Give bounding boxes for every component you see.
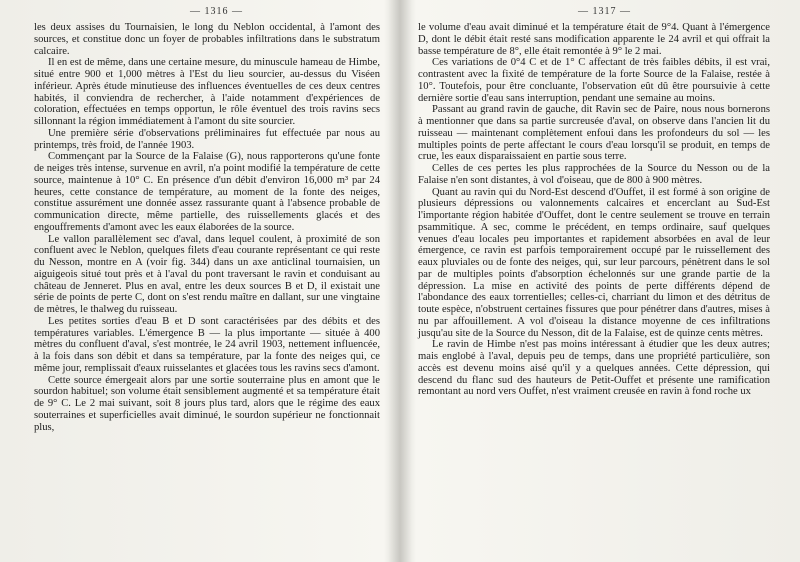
paragraph: Celles de ces pertes les plus rapprochées de la Source du Nesson ou de la Falaise n'en sont distantes, à vol d'oiseau, que de 800 à 900 mètres. [418,163,770,186]
paragraph: Une première série d'observations préliminaires fut effectuée par nous au printemps, très froid, de l'année 1903. [34,127,380,151]
paragraph: Cette source émergeait alors par une sortie souterraine plus en amont que le sourdon habituel; son volume était sensiblement augmenté et sa température était de 9° C. Le 2 mai suivant, soit 8 jours plus tard, alors que le régime des eaux souterraines et superficielles avait diminué, le sourdon supérieur ne fonctionnait plus, [34,374,380,433]
paragraph: les deux assises du Tournaisien, le long du Neblon occidental, à l'amont des sources, et constitue donc un foyer de probables infiltrations dans le substratum calcaire. [34,22,380,57]
paragraph: Le ravin de Himbe n'est pas moins intéressant à étudier que les deux autres; mais englobé à l'aval, depuis peu de temps, dans une propriété particulière, son accès est devenu moins aisé qu'il y a quelques années. Cette dépression, qui descend du flanc sud des hauteurs de Petit-Ouffet et présente une ramification remontant au nord vers Ouffet, n'est vraiment creusée en ravin à fond roche ux [418,339,770,398]
left-text-column [34,22,380,433]
paragraph: Les petites sorties d'eau B et D sont caractérisées par des débits et des températures variables. L'émergence B — la plus importante — située à 400 mètres du confluent d'aval, s'est montrée, le 24 avril 1903, nettement influencée, à la fois dans son débit et dans sa température, par la fonte des neiges qui, ce même jour, remplissait d'eaux ruisselantes et glacées tous les ravins secs d'amont. [34,315,380,374]
paragraph: Il en est de même, dans une certaine mesure, du minuscule hameau de Himbe, situé entre 900 et 1,000 mètres à l'Est du lieu sourcier, au-dessus du Viséen inférieur. Après étude minutieuse des influences éventuelles de ces deux centres habités, il conviendra de rechercher, à l'aide notamment d'expériences de coloration, effectuées en temps opportun, le rôle éventuel des trois ravins secs sillonnant la région immédiatement à l'amont du site sourcier. [34,57,380,127]
paragraph: Quant au ravin qui du Nord-Est descend d'Ouffet, il est formé à son origine de plusieurs dépressions ou valonnements calcaires et encerclant au Sud-Est l'importante région habitée d'Ouffet, dont le centre seulement se trouve en terrain psammitique. A sec, comme le précédent, en temps ordinaire, sauf quelques venues d'eau locales peu importantes et rapidement absorbées en aval de leur émergence, ce ravin est parfois temporairement occupé par le ruissellement des eaux pluviales ou de fonte des neiges, qui, sur leur parcours, pénètrent dans le sol par de multiples points d'absorption échelonnés sur une grande partie de la dépression. La mise en activité des points de perte différents dépend de l'abondance des eaux torrentielles; celles-ci, charriant du limon et des détritus de toute espèce, n'obstruent certaines fissures que pour pénétrer dans d'autres, mises à nu par affouillement. A vol d'oiseau la distance moyenne de ces infiltrations jusqu'au site de la Source du Nesson, dit de la Falaise, est de quinze cents mètres. [418,186,770,339]
paragraph: Passant au grand ravin de gauche, dit Ravin sec de Paire, nous nous bornerons à mentionner que dans sa partie surcreusée d'aval, on observe dans l'ancien lit du ruisseau — maintenant complètement enfoui dans les profondeurs du sol — les multiples points de perte affectant le cours d'eau lorsqu'il se produit, en temps de crue, les eaux disparaissaient en partie sous terre. [418,104,770,163]
paragraph: le volume d'eau avait diminué et la température était de 9°4. Quant à l'émergence D, dont le débit était resté sans modification apparente le 24 avril et qui offrait la basse température de 8°, elle était remontée à 9° le 2 mai. [418,22,770,57]
page-number-left: — 1316 — [190,6,243,17]
paragraph: Le vallon parallèlement sec d'aval, dans lequel coulent, à proximité de son confluent avec le Neblon, quelques filets d'eau courante représentant ce qui reste du Nesson, montre en A (voir fig. 344) dans un axe anticlinal tournaisien, un aiguigeois situé tout près et à l'aval du pont traversant le ravin et conduisant au château de Jenneret. Plus en aval, entre les deux sources B et D, il existait une série de points de perte C, dont on s'est rendu maître en dallant, sur une vingtaine de mètres, le thalweg du ruisseau. [34,233,380,315]
right-text-column [418,22,770,398]
paragraph: Ces variations de 0°4 C et de 1° C affectant de très faibles débits, il est vrai, contrastent avec la fixité de température de la forte Source de la Falaise, restée à 10°. Toutefois, pour être concluante, l'observation eût dû être poursuivie à cette dernière sortie d'eau sans interruption, pendant une semaine au moins. [418,57,770,104]
right-page [400,0,800,562]
paragraph: Commençant par la Source de la Falaise (G), nous rapporterons qu'une fonte de neiges très intense, survenue en avril, n'a point modifié la température de cette source, maintenue à 10° C. En présence d'un débit d'environ 16,000 m³ par 24 heures, cette constance de température, au moment de la fonte des neiges, constitue assurément une donnée assez rassurante quant à l'absence probable de communication directe, même partielle, des ruissellements glacés et des engouffrements d'amont avec les eaux élaborées de la source. [34,151,380,233]
page-number-right: — 1317 — [578,6,631,17]
